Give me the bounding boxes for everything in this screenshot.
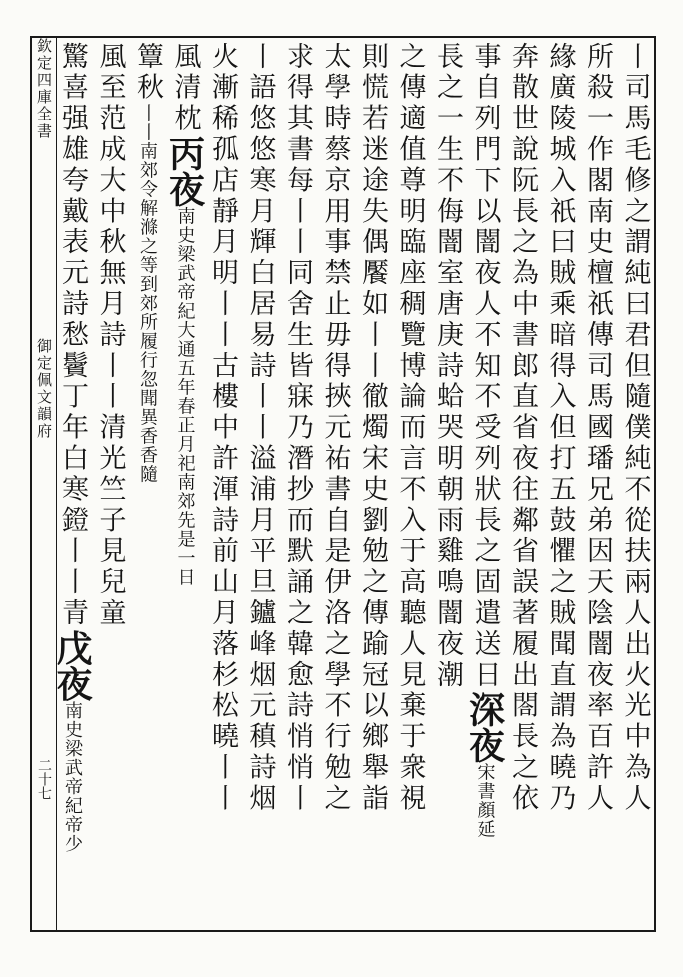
small-annotation: 南史梁武帝紀帝少 xyxy=(62,701,83,854)
column-text: 所殺一作閣南史檀祇傳司馬國璠兄弟因天陰闇夜率百許人 xyxy=(582,42,613,815)
column-text: 丨語悠悠寒月輝白居易詩丨丨溢浦月平旦鑪峰烟元稹詩烟 xyxy=(244,42,276,815)
column-text: 緣廣陵城入祇曰賊乘暗得入但打五鼓懼之賊聞直謂為曉乃 xyxy=(544,42,576,815)
text-column xyxy=(200,42,244,922)
page-number: 二十七 xyxy=(36,758,52,800)
entry-headword: 深夜 xyxy=(463,690,506,763)
column-text: 風清枕 xyxy=(169,42,201,135)
frame-bottom-rule xyxy=(30,930,656,932)
section-title: 御定佩文韻府 xyxy=(35,338,53,440)
book-title: 欽定四庫全書 xyxy=(35,38,53,140)
small-annotation: 丨丨南郊令解滌之等到郊所履行忽聞異香香隨 xyxy=(137,103,158,484)
text-column xyxy=(275,42,319,922)
text-column xyxy=(613,42,657,922)
column-text: 則慌若迷途失偶饜如丨丨徹燭宋史劉勉之傳踰冠以鄉舉詣 xyxy=(357,42,388,815)
text-column xyxy=(50,42,94,922)
column-text: 太學時蔡京用事禁止毋得挾元祐書自是伊洛之學不行勉之 xyxy=(319,42,351,815)
column-text: 之傳適值尊明臨座稠覽博論而言不入于高聽人見棄于衆視 xyxy=(394,42,426,815)
entry-headword: 丙夜 xyxy=(163,134,206,207)
text-column xyxy=(388,42,432,922)
column-text: 長之一生不侮闇室唐庚詩蛤哭明朝雨雞鳴闇夜潮 xyxy=(432,42,463,691)
frame-left-rule xyxy=(30,36,32,932)
column-text: 事自列門下以闇夜人不知不受列狀長之固遣送日 xyxy=(469,42,501,691)
column-text: 簟秋 xyxy=(132,42,163,104)
text-column xyxy=(125,42,169,922)
column-text: 火漸稀孤店靜月明丨丨古樓中許渾詩前山月落杉松曉丨丨 xyxy=(207,42,238,815)
text-column xyxy=(538,42,582,922)
text-column xyxy=(350,42,394,922)
column-text: 奔散世說阮長之為中書郎直省夜往鄰省誤著履出閤長之依 xyxy=(507,42,538,815)
text-column xyxy=(238,42,282,922)
column-text: 風至范成大中秋無月詩丨丨清光竺子見兒童 xyxy=(94,42,126,630)
text-column xyxy=(425,42,469,922)
small-annotation: 南史梁武帝紀大通五年春正月祀南郊先是一日 xyxy=(174,206,196,587)
column-text: 丨司馬毛修之謂純曰君但隨僕純不從扶兩人出火光中為人 xyxy=(619,42,651,815)
entry-headword: 戊夜 xyxy=(51,629,93,702)
text-column xyxy=(463,42,507,922)
frame-top-rule xyxy=(30,36,656,38)
text-column xyxy=(575,42,619,922)
text-column xyxy=(163,42,207,922)
column-text: 驚喜强雄夸戴表元詩愁鬢丁年白寒鐙丨丨青 xyxy=(57,42,88,630)
text-column xyxy=(88,42,132,922)
small-annotation: 宋書顏延 xyxy=(474,762,496,839)
column-text: 求得其書每丨丨同舍生皆寐乃潛抄而默誦之韓愈詩悄悄丨 xyxy=(282,42,313,815)
text-column xyxy=(313,42,357,922)
text-column xyxy=(500,42,544,922)
